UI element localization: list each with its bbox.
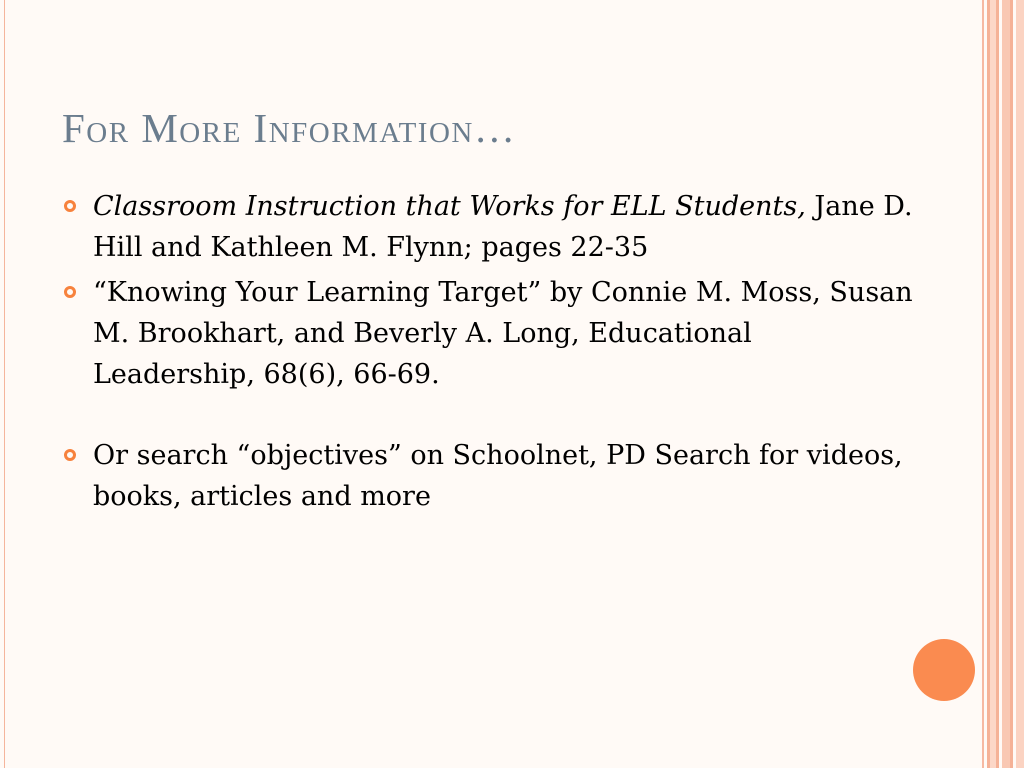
slide-title: For More Information… — [62, 105, 517, 151]
search-tip-text: Or search “objectives” on Schoolnet, PD Search for videos, books, articles and more — [93, 440, 903, 512]
accent-circle — [913, 639, 975, 701]
bullet-item-book-reference — [62, 186, 922, 268]
decorative-stripe — [1002, 0, 1010, 768]
decorative-stripe — [1010, 0, 1013, 768]
left-border-line — [4, 0, 5, 768]
bullet-icon — [64, 200, 76, 212]
article-citation: “Knowing Your Learning Target” by Connie M. Moss, Susan M. Brookhart, and Beverly A. Long, Educational Leadership, 68(6), 66-69. — [93, 277, 913, 390]
bullet-icon — [64, 286, 76, 298]
bullet-icon — [64, 449, 76, 461]
decorative-stripe — [996, 0, 999, 768]
bullet-item-search-tip — [62, 435, 922, 517]
bullet-list — [62, 186, 922, 517]
decorative-stripe — [1016, 0, 1024, 768]
bullet-item-article-reference — [62, 272, 922, 395]
book-authors: Jane D. Hill and Kathleen M. Flynn; pages 22-35 — [93, 191, 913, 263]
book-title: Classroom Instruction that Works for ELL Students, — [93, 191, 806, 222]
decorative-stripe — [982, 0, 984, 768]
